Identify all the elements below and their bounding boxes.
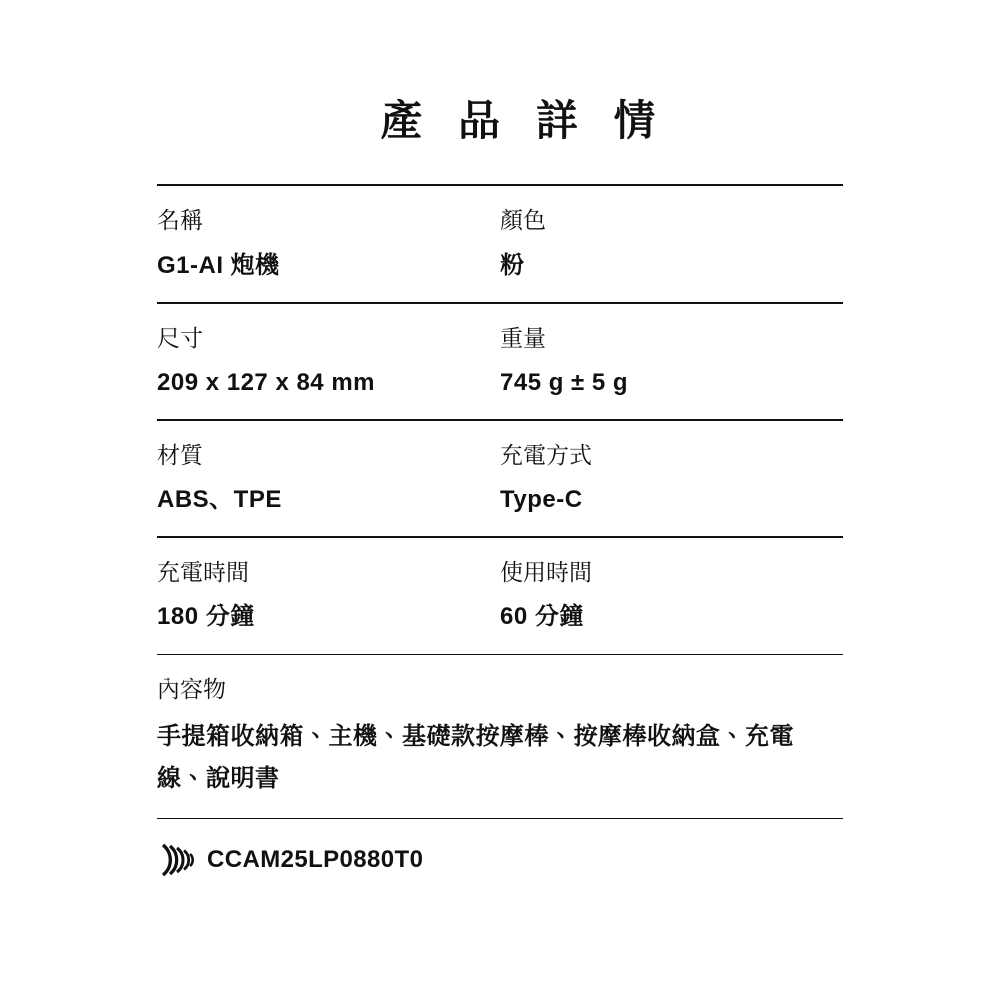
spec-cell-charging-time (157, 555, 500, 636)
spec-label: 內容物 (157, 676, 226, 703)
spec-value: G1-AI 炮機 (157, 251, 280, 279)
table-row (157, 186, 843, 302)
page-title: 產 品 詳 情 (380, 97, 668, 144)
spec-label: 充電方式 (500, 441, 592, 468)
spec-cell-charging-method (500, 438, 843, 519)
spec-cell-size (157, 321, 500, 402)
table-row (157, 304, 843, 420)
spec-value: 粉 (500, 251, 525, 279)
spec-cell-color (500, 203, 843, 284)
certification-row (157, 819, 843, 877)
table-row-contents (157, 655, 843, 818)
spec-label: 材質 (157, 441, 203, 468)
spec-value: 180 分鐘 (157, 603, 255, 631)
spec-value: 745 g ± 5 g (500, 369, 629, 397)
certification-code: CCAM25LP0880T0 (207, 846, 424, 874)
spec-cell-contents (157, 672, 843, 800)
spec-cell-weight (500, 321, 843, 402)
spec-label: 充電時間 (157, 558, 249, 585)
spec-table (157, 146, 843, 877)
spec-value: 209 x 127 x 84 mm (157, 369, 375, 397)
spec-value: Type-C (500, 486, 583, 514)
spec-cell-usage-time (500, 555, 843, 636)
spec-value: ABS、TPE (157, 486, 282, 514)
spec-label: 名稱 (157, 207, 203, 234)
spec-label: 使用時間 (500, 558, 592, 585)
spec-cell-material (157, 438, 500, 519)
ncc-wave-icon (157, 843, 197, 877)
spec-label: 尺寸 (157, 324, 203, 351)
spec-value: 60 分鐘 (500, 603, 584, 631)
table-row (157, 538, 843, 654)
table-row (157, 421, 843, 537)
spec-value: 手提箱收納箱、主機、基礎款按摩棒、按摩棒收納盒、充電線、說明書 (157, 722, 794, 792)
spec-label: 重量 (500, 324, 546, 351)
spec-cell-name (157, 203, 500, 284)
spec-label: 顏色 (500, 207, 546, 234)
